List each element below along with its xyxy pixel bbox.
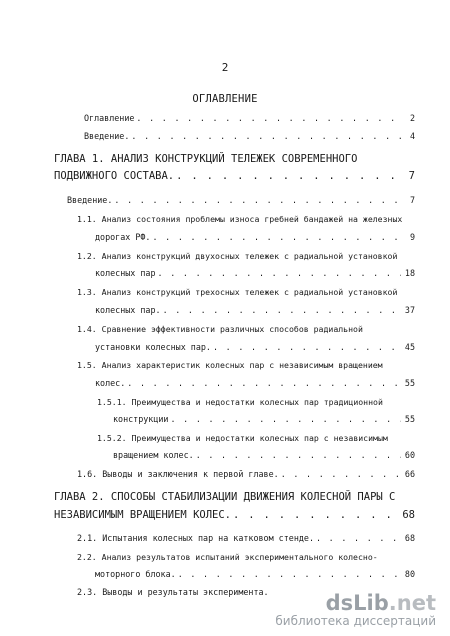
toc-entry-label: установки колесных пар.: [95, 342, 211, 352]
dot-leader: [127, 377, 401, 390]
dot-leader: [178, 568, 401, 581]
toc-entry-page: 55: [404, 378, 415, 388]
toc-entry-label: вращением колес.: [113, 450, 194, 460]
toc-entry-page: 7: [408, 170, 415, 182]
toc-entry-page: 9: [409, 232, 415, 242]
watermark: [275, 592, 436, 628]
toc-entry-label: Оглавление: [84, 113, 135, 123]
toc-entry-section-1-6[interactable]: [77, 468, 415, 481]
toc-title: ОГЛАВЛЕНИЕ: [192, 93, 258, 105]
toc-entry-page: 37: [404, 305, 415, 315]
toc-entry-section-1-3[interactable]: [95, 304, 415, 317]
toc-entry-label: ПОДВИЖНОГО СОСТАВА.: [54, 170, 175, 182]
toc-entry-contents[interactable]: [84, 112, 415, 125]
toc-entry-section-2-1[interactable]: [77, 532, 415, 545]
dot-leader: [281, 468, 401, 481]
toc-entry-label: Введение.: [67, 195, 113, 205]
dot-leader: [176, 170, 401, 183]
toc-entry-subsection-1-5-1[interactable]: [113, 413, 415, 426]
toc-entry-section-1-5[interactable]: [95, 377, 415, 390]
dot-leader: [316, 532, 401, 545]
toc-entry-section-2-2[interactable]: [95, 568, 415, 581]
toc-section-1-1-title[interactable]: 1.1. Анализ состояния проблемы износа гребней бандажей на железных: [77, 214, 403, 224]
toc-entry-label: моторного блока.: [95, 569, 176, 579]
page-number: 2: [221, 61, 229, 74]
toc-entry-label: колес.: [95, 378, 126, 388]
toc-entry-label: Введение.: [84, 131, 130, 141]
toc-section-1-4-title[interactable]: 1.4. Сравнение эффективности различных способов радиальной: [77, 324, 363, 334]
toc-entry-chapter-1[interactable]: [54, 170, 415, 183]
dot-leader: [213, 341, 401, 354]
toc-entry-label: НЕЗАВИСИМЫМ ВРАЩЕНИЕМ КОЛЕС.: [54, 509, 232, 521]
toc-chapter-2-title[interactable]: ГЛАВА 2. СПОСОБЫ СТАБИЛИЗАЦИИ ДВИЖЕНИЯ КОЛЕСНОЙ ПАРЫ С: [54, 491, 396, 503]
toc-entry-label: 2.1. Испытания колесных пар на катковом стенде.: [77, 533, 314, 543]
toc-entry-section-1-2[interactable]: [95, 267, 415, 280]
toc-entry-page: 80: [404, 569, 415, 579]
dot-leader: [233, 509, 400, 522]
toc-entry-subsection-1-5-2[interactable]: [113, 449, 415, 462]
dot-leader: [170, 413, 401, 426]
toc-section-1-5-title[interactable]: 1.5. Анализ характеристик колесных пар с независимым вращением: [77, 360, 383, 370]
dot-leader: [152, 231, 401, 244]
toc-section-1-2-title[interactable]: 1.2. Анализ конструкций двухосных тележек с радиальной установкой: [77, 251, 398, 261]
toc-entry-page: 18: [404, 268, 415, 278]
toc-entry-page: 4: [409, 131, 415, 141]
toc-entry-chapter-1-intro[interactable]: [67, 194, 415, 207]
watermark-subtitle: библиотека диссертаций: [275, 614, 436, 628]
dot-leader: [114, 194, 401, 207]
dot-leader: [158, 267, 401, 280]
toc-subsection-1-5-2-title[interactable]: 1.5.2. Преимущества и недостатки колесных пар с независимым: [97, 433, 388, 443]
dot-leader: [136, 112, 401, 125]
toc-entry-page: 2: [409, 113, 415, 123]
dot-leader: [131, 130, 401, 143]
dot-leader: [196, 449, 401, 462]
toc-entry-page: 7: [409, 195, 415, 205]
toc-entry-page: 45: [404, 342, 415, 352]
toc-entry-chapter-2[interactable]: [54, 509, 415, 522]
toc-chapter-1-title[interactable]: ГЛАВА 1. АНАЛИЗ КОНСТРУКЦИЙ ТЕЛЕЖЕК СОВРЕМЕННОГО: [54, 153, 358, 165]
toc-entry-label: 1.6. Выводы и заключения к первой главе.: [77, 469, 279, 479]
toc-section-1-3-title[interactable]: 1.3. Анализ конструкций трехосных тележек с радиальной установкой: [77, 287, 398, 297]
toc-subsection-1-5-1-title[interactable]: 1.5.1. Преимущества и недостатки колесных пар традиционной: [97, 397, 383, 407]
toc-entry-label: колесных пар: [95, 268, 156, 278]
toc-entry-introduction[interactable]: [84, 130, 415, 143]
dslib-logo: dsLib.net: [325, 591, 436, 615]
toc-entry-label: дорогах РФ.: [95, 232, 151, 242]
toc-entry-page: 55: [404, 414, 415, 424]
toc-entry-section-1-1[interactable]: [95, 231, 415, 244]
dot-leader: [163, 304, 401, 317]
toc-entry-page: 60: [404, 450, 415, 460]
toc-section-2-2-title[interactable]: 2.2. Анализ результатов испытаний экспериментального колесно-: [77, 552, 378, 562]
toc-entry-label: колесных пар.: [95, 305, 161, 315]
toc-entry-label: конструкции: [113, 414, 169, 424]
toc-entry-section-1-4[interactable]: [95, 341, 415, 354]
toc-entry-page: 66: [404, 469, 415, 479]
toc-entry-page: 68: [402, 509, 415, 521]
toc-entry-page: 68: [404, 533, 415, 543]
toc-entry-section-2-3[interactable]: 2.3. Выводы и результаты эксперимента.: [77, 587, 269, 597]
